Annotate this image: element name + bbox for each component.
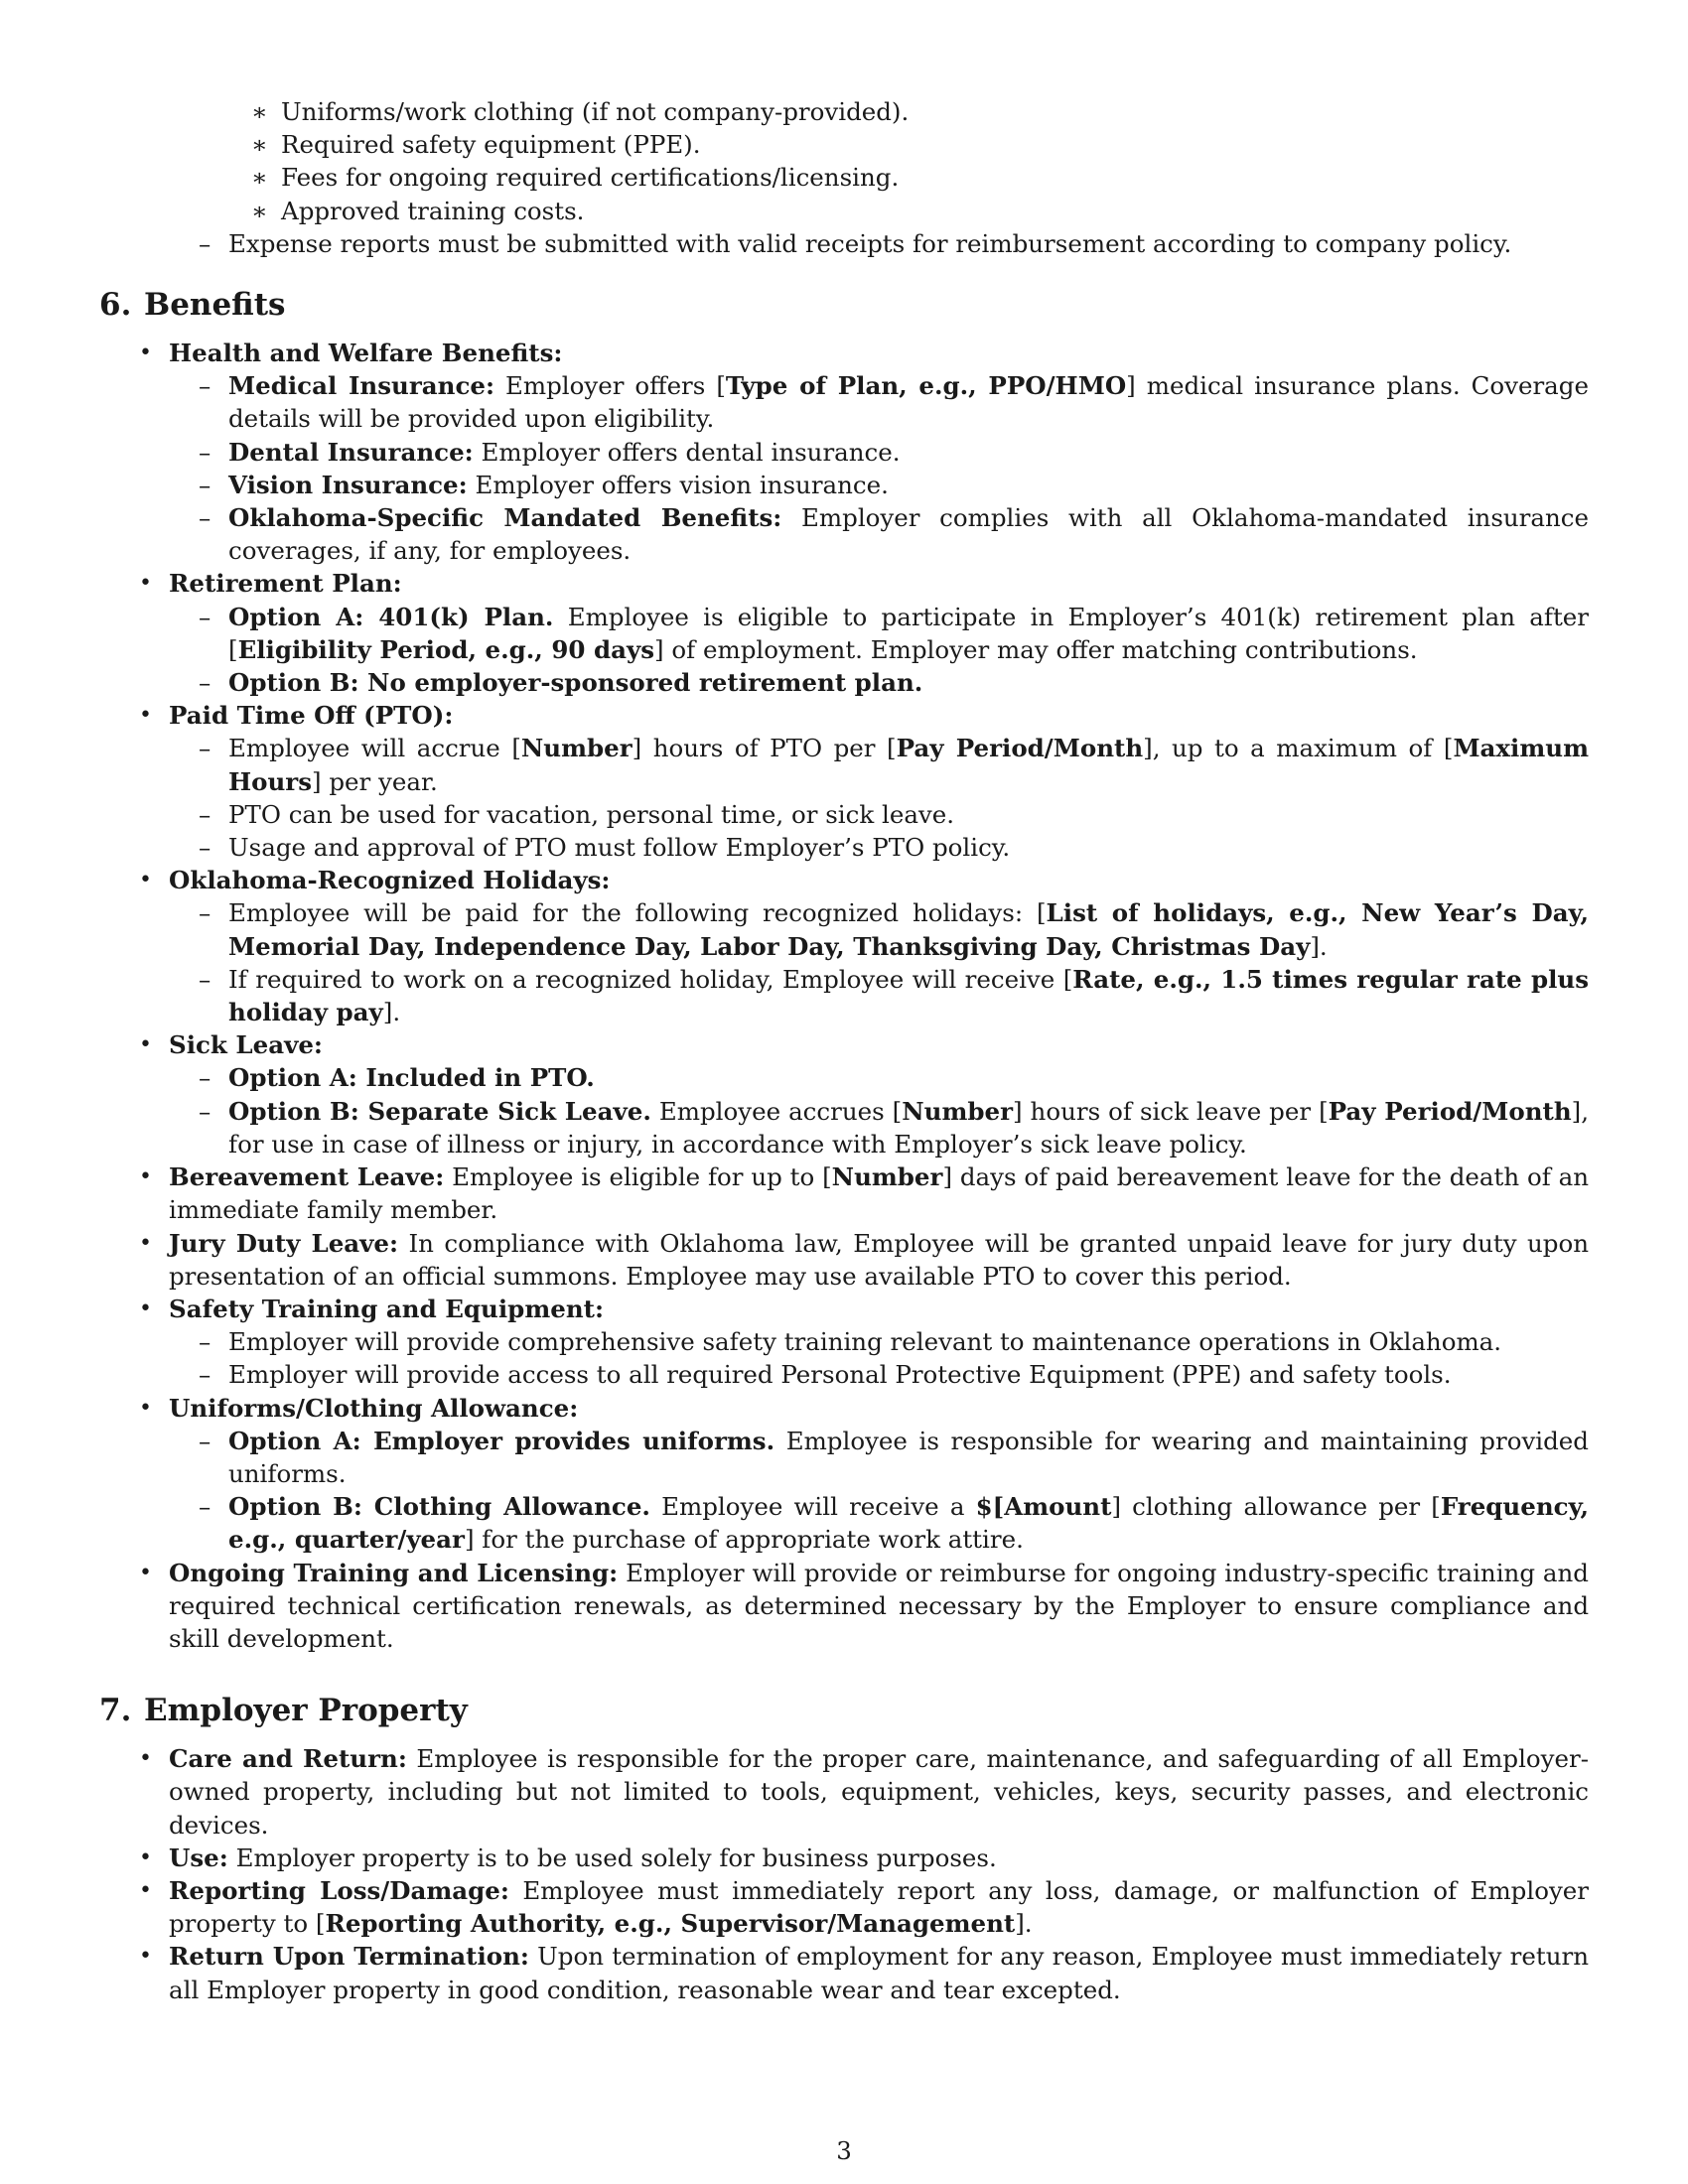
sick-leave-item [99, 1028, 1589, 1061]
text-run: ]. [1015, 1909, 1033, 1939]
oklahoma-mandated-item [99, 501, 1589, 567]
bold-text: Paid Time Off (PTO): [169, 701, 454, 731]
text-run: PTO can be used for vacation, personal time, or sick leave. [228, 799, 955, 829]
text-run: Employee is responsible for wearing and maintaining provided uniforms. [228, 1426, 1589, 1488]
medical-insurance-item [99, 369, 1589, 435]
bold-text: Type of Plan, e.g., PPO/HMO [725, 371, 1127, 401]
pto-policy-item [99, 831, 1589, 864]
safety-training-sub-item [99, 1325, 1589, 1358]
bold-text: Option B: No employer-sponsored retirement plan. [228, 668, 923, 698]
text-run: Employee accrues [ [650, 1096, 903, 1126]
bold-text: Retirement Plan: [169, 569, 402, 599]
text-run: Expense reports must be submitted with valid receipts for reimbursement according to company policy. [228, 228, 1512, 258]
bullet-marker: • [139, 571, 152, 597]
bold-text: Dental Insurance: [228, 437, 474, 467]
bold-text: Option A: Employer provides uniforms. [228, 1426, 775, 1455]
safety-training-item [99, 1293, 1589, 1325]
bold-text: Medical Insurance: [228, 371, 494, 401]
expense-reports-item [99, 227, 1589, 260]
list-item [99, 128, 1589, 161]
text-run: Upon termination of employment for any reason, Employee must immediately return all Employer property in good condition, reasonable wear and tear excepted. [169, 1942, 1589, 2004]
text-run: Approved training costs. [281, 196, 585, 225]
text-run: ], for use in case of illness or injury, in accordance with Employer’s sick leave policy. [228, 1096, 1590, 1159]
bullet-marker: • [139, 1746, 152, 1772]
bullet-marker: • [139, 1032, 152, 1058]
dash-marker: – [199, 470, 211, 499]
text-run: 6. [99, 287, 132, 324]
bullet-marker: • [139, 703, 152, 729]
bullet-marker: • [139, 1560, 152, 1585]
page-content [99, 95, 1589, 2006]
pto-item [99, 699, 1589, 732]
text-run: Employer Property [144, 1693, 468, 1729]
bold-text: Number [902, 1096, 1013, 1126]
bold-text: Pay Period/Month [1328, 1096, 1572, 1126]
bold-text: Pay Period/Month [896, 734, 1144, 763]
text-run: Required safety equipment (PPE). [281, 130, 701, 160]
text-run: ]. [1310, 931, 1328, 961]
sick-option-a-item [99, 1061, 1589, 1094]
holidays-list-item [99, 896, 1589, 962]
bold-text: Option B: Separate Sick Leave. [228, 1096, 651, 1126]
bold-text: Maximum Hours [228, 734, 1590, 796]
text-run: Uniforms/work clothing (if not company-provided). [281, 97, 910, 126]
text-run: In compliance with Oklahoma law, Employee will be granted unpaid leave for jury duty upon presentation of an official summons. Employee may use available PTO to cover this period. [169, 1228, 1589, 1291]
safety-ppe-sub-item [99, 1358, 1589, 1391]
bullet-marker: • [139, 1944, 152, 1970]
text-run: Fees for ongoing required certifications/licensing. [281, 163, 900, 193]
text-run: 7. [99, 1693, 132, 1729]
text-run: Employee is eligible for up to [ [444, 1162, 832, 1192]
text-run: ]. [382, 998, 401, 1027]
dash-marker: – [199, 437, 211, 467]
text-run: ] days of paid bereavement leave for the death of an immediate family member. [169, 1162, 1589, 1225]
dash-marker: – [199, 964, 211, 994]
star-marker: ∗ [251, 196, 268, 225]
retirement-option-b-item [99, 666, 1589, 699]
bold-text: Health and Welfare Benefits: [169, 339, 563, 368]
dash-marker: – [199, 602, 211, 631]
page-number: 3 [836, 2136, 852, 2165]
use-item [99, 1842, 1589, 1874]
bold-text: Safety Training and Equipment: [169, 1294, 604, 1323]
dash-marker: – [199, 833, 211, 863]
dash-marker: – [199, 1096, 211, 1126]
dash-marker: – [199, 1327, 211, 1357]
bold-text: Uniforms/Clothing Allowance: [169, 1393, 579, 1423]
star-marker: ∗ [251, 163, 268, 193]
star-marker: ∗ [251, 97, 268, 126]
bold-text: $[Amount [975, 1492, 1112, 1522]
bold-text: Vision Insurance: [228, 470, 468, 499]
bold-text: Care and Return: [169, 1744, 407, 1774]
bold-text: Option B: Clothing Allowance. [228, 1492, 650, 1522]
section-6-heading [99, 285, 1589, 325]
bold-text: Frequency, e.g., quarter/year [228, 1492, 1589, 1555]
text-run: If required to work on a recognized holiday, Employee will receive [ [228, 964, 1073, 994]
text-run: Employee will be paid for the following recognized holidays: [ [228, 898, 1047, 928]
dash-marker: – [199, 734, 211, 763]
text-run: Employee will accrue [ [228, 734, 521, 763]
bold-text: Oklahoma-Specific Mandated Benefits: [228, 503, 782, 533]
bullet-marker: • [139, 1230, 152, 1256]
dash-marker: – [199, 1063, 211, 1093]
text-run: Employer offers dental insurance. [473, 437, 901, 467]
text-run: ] hours of sick leave per [ [1013, 1096, 1329, 1126]
bold-text: List of holidays, e.g., New Year’s Day, Memorial Day, Independence Day, Labor Day, Thanksgiving Day, Christmas Day [228, 898, 1589, 961]
bold-text: Jury Duty Leave: [169, 1228, 399, 1258]
dash-marker: – [199, 1426, 211, 1455]
dash-marker: – [199, 1492, 211, 1522]
text-run: Employee is responsible for the proper care, maintenance, and safeguarding of all Employer-owned property, including but not limited to tools, equipment, vehicles, keys, security passes, and electronic devices. [169, 1744, 1589, 1840]
sick-option-b-item [99, 1095, 1589, 1160]
text-run: Employer complies with all Oklahoma-mandated insurance coverages, if any, for employees. [228, 503, 1589, 566]
bold-text: Option A: 401(k) Plan. [228, 602, 554, 631]
bold-text: Number [520, 734, 633, 763]
dash-marker: – [199, 898, 211, 928]
bereavement-leave-item [99, 1160, 1589, 1226]
dash-marker: – [199, 1360, 211, 1390]
bold-text: Option A: Included in PTO. [228, 1063, 595, 1093]
list-item [99, 195, 1589, 227]
text-run: Employer will provide comprehensive safety training relevant to maintenance operations in Oklahoma. [228, 1327, 1502, 1357]
text-run: Employee is eligible to participate in Employer’s 401(k) retirement plan after [ [228, 602, 1590, 664]
text-run: Employer will provide or reimburse for ongoing industry-specific training and required technical certification renewals, as determined necessary by the Employer to ensure compliance and skill development. [169, 1558, 1589, 1653]
bold-text: Return Upon Termination: [169, 1942, 529, 1972]
text-run: Employee will receive a [649, 1492, 976, 1522]
dental-insurance-item [99, 436, 1589, 469]
text-run: Usage and approval of PTO must follow Employer’s PTO policy. [228, 833, 1011, 863]
holidays-rate-item [99, 963, 1589, 1028]
text-run: ] hours of PTO per [ [632, 734, 897, 763]
star-marker: ∗ [251, 130, 268, 160]
list-item [99, 161, 1589, 194]
bullet-marker: • [139, 1395, 152, 1421]
text-run: ], up to a maximum of [ [1143, 734, 1454, 763]
dash-marker: – [199, 799, 211, 829]
bullet-marker: • [139, 868, 152, 893]
text-run: ] for the purchase of appropriate work attire. [464, 1525, 1024, 1555]
section-7-heading [99, 1691, 1589, 1730]
bold-text: Use: [169, 1843, 228, 1872]
bullet-marker: • [139, 1844, 152, 1870]
dash-marker: – [199, 228, 211, 258]
bold-text: Number [831, 1162, 943, 1192]
bold-text: Sick Leave: [169, 1030, 323, 1060]
bullet-marker: • [139, 341, 152, 366]
uniforms-option-a-item [99, 1425, 1589, 1490]
bold-text: Oklahoma-Recognized Holidays: [169, 866, 611, 895]
text-run: Benefits [144, 287, 286, 324]
bold-text: Ongoing Training and Licensing: [169, 1558, 619, 1587]
return-termination-item [99, 1940, 1589, 2005]
uniforms-allowance-item [99, 1392, 1589, 1425]
dash-marker: – [199, 668, 211, 698]
bullet-marker: • [139, 1877, 152, 1903]
text-run: Employer offers [ [494, 371, 726, 401]
pto-accrual-item [99, 732, 1589, 797]
vision-insurance-item [99, 469, 1589, 501]
text-run: ] per year. [312, 766, 438, 796]
dash-marker: – [199, 371, 211, 401]
pto-use-item [99, 798, 1589, 831]
text-run: Employer offers vision insurance. [467, 470, 889, 499]
jury-duty-item [99, 1227, 1589, 1293]
care-return-item [99, 1742, 1589, 1842]
text-run: Employee must immediately report any loss, damage, or malfunction of Employer property to [ [169, 1875, 1589, 1939]
retirement-option-a-item [99, 601, 1589, 666]
text-run: Employer property is to be used solely for business purposes. [227, 1843, 997, 1872]
dash-marker: – [199, 503, 211, 533]
holidays-item [99, 864, 1589, 896]
bullet-marker: • [139, 1164, 152, 1190]
text-run: Employer will provide access to all required Personal Protective Equipment (PPE) and safety tools. [228, 1360, 1452, 1390]
bold-text: Reporting Authority, e.g., Supervisor/Management [325, 1909, 1016, 1939]
health-welfare-item [99, 337, 1589, 369]
ongoing-training-item [99, 1557, 1589, 1656]
text-run: ] medical insurance plans. Coverage details will be provided upon eligibility. [228, 371, 1589, 434]
reporting-loss-item [99, 1874, 1589, 1940]
bold-text: Rate, e.g., 1.5 times regular rate plus holiday pay [228, 964, 1590, 1027]
list-item [99, 95, 1589, 128]
bold-text: Eligibility Period, e.g., 90 days [237, 634, 655, 664]
bullet-marker: • [139, 1296, 152, 1321]
bold-text: Bereavement Leave: [169, 1162, 445, 1192]
bold-text: Reporting Loss/Damage: [169, 1875, 509, 1905]
text-run: ] of employment. Employer may offer matching contributions. [654, 634, 1418, 664]
text-run: ] clothing allowance per [ [1111, 1492, 1441, 1522]
retirement-plan-item [99, 567, 1589, 600]
uniforms-option-b-item [99, 1490, 1589, 1556]
